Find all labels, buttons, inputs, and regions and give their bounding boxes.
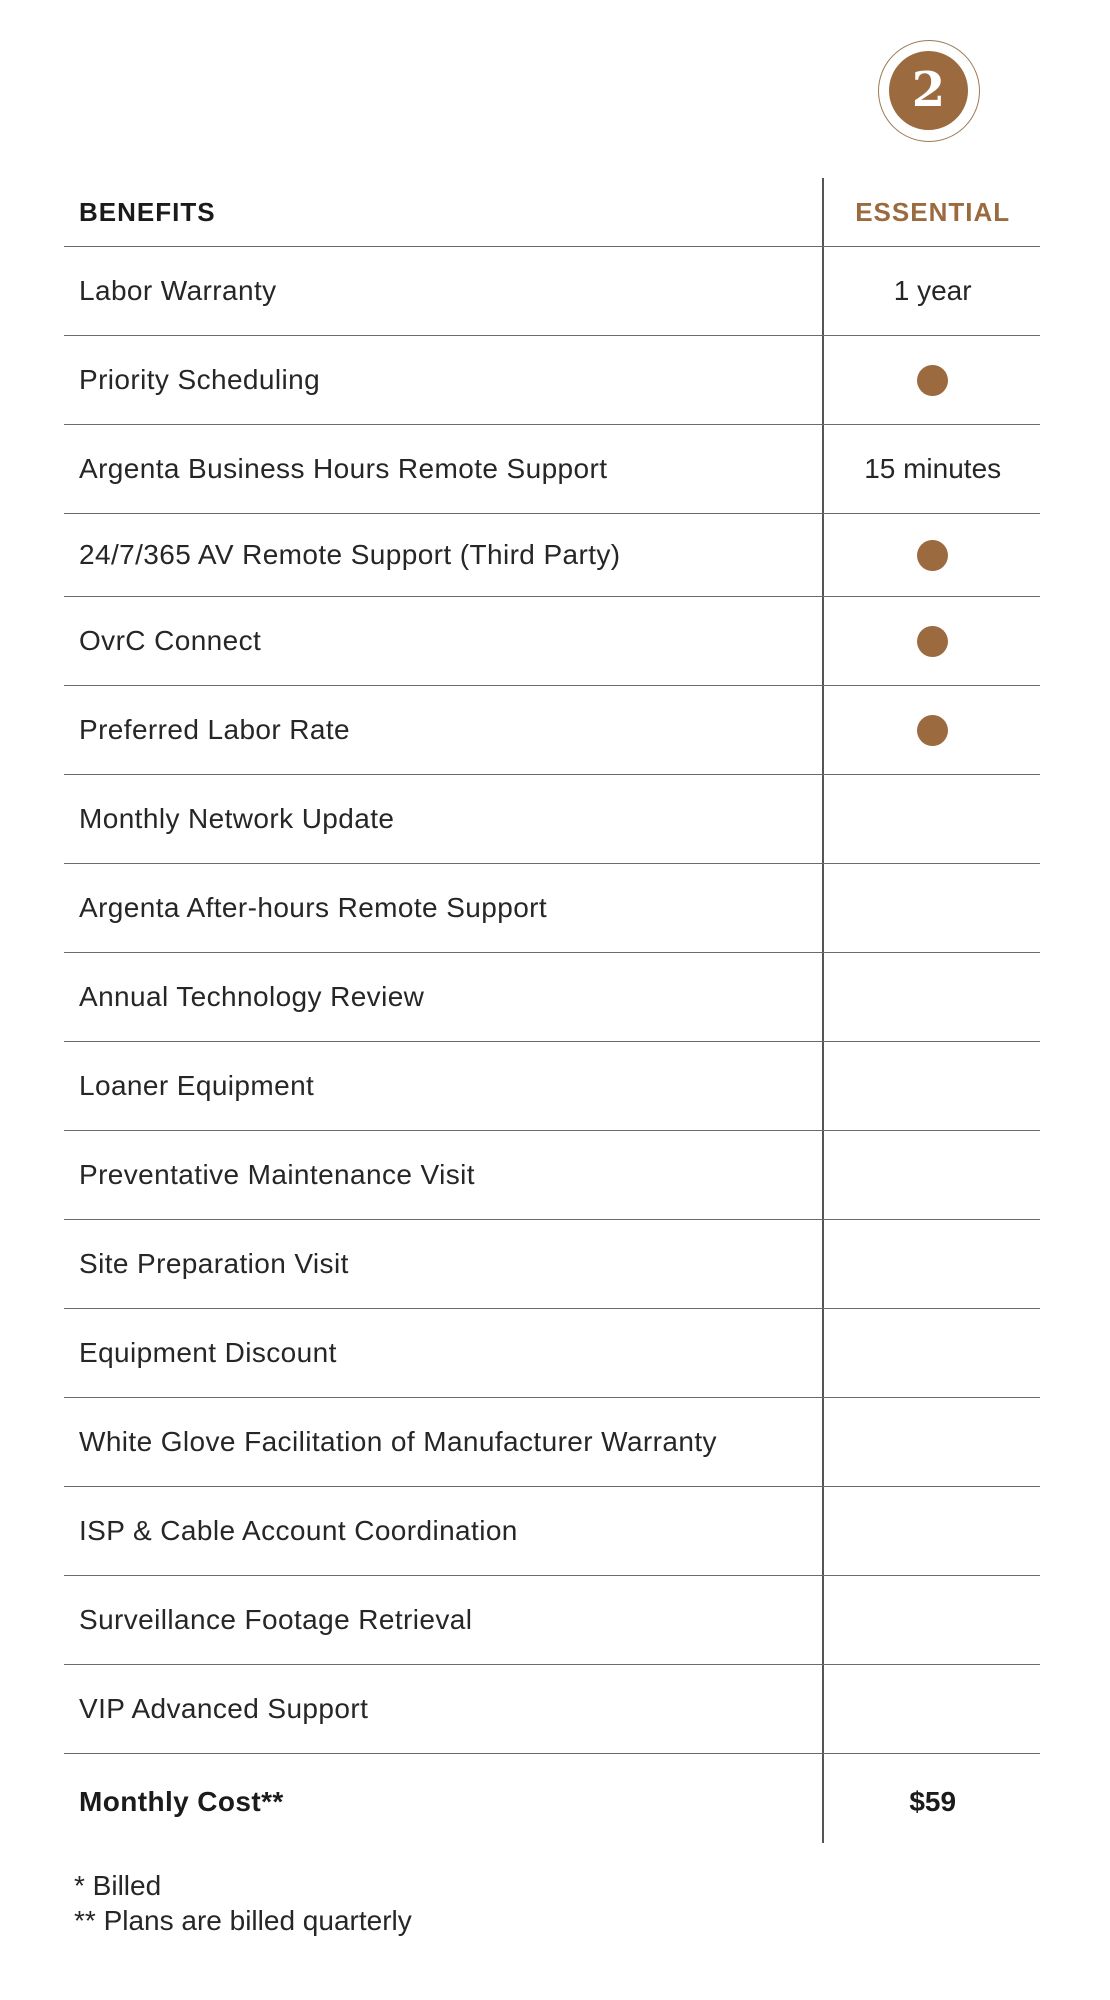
table-row: [64, 247, 1040, 336]
benefit-label: Monthly Network Update: [79, 803, 395, 834]
table-row: [64, 1042, 1040, 1131]
table-row: [64, 686, 1040, 775]
included-dot-icon: [917, 365, 948, 396]
benefit-label: ISP & Cable Account Coordination: [79, 1515, 518, 1546]
essential-column-header: ESSENTIAL: [855, 196, 1011, 227]
table-row: [64, 1576, 1040, 1665]
benefit-cell: [825, 626, 1040, 657]
benefit-value: 15 minutes: [864, 453, 1002, 484]
footnote-quarterly: ** Plans are billed quarterly: [74, 1905, 412, 1936]
table-row: [64, 864, 1040, 953]
included-dot-icon: [917, 715, 948, 746]
table-row: [64, 597, 1040, 686]
table-row: [64, 1131, 1040, 1220]
table-row: [64, 425, 1040, 514]
monthly-cost-label: Monthly Cost**: [79, 1786, 284, 1817]
monthly-cost-value: $59: [909, 1786, 957, 1817]
benefit-label: Argenta After-hours Remote Support: [79, 892, 548, 923]
footnote-billed: * Billed: [74, 1870, 162, 1901]
benefit-cell: [825, 715, 1040, 746]
benefit-label: VIP Advanced Support: [79, 1693, 369, 1724]
footnotes: [74, 1868, 412, 1938]
table-row: [64, 336, 1040, 425]
benefit-label: OvrC Connect: [79, 625, 262, 656]
benefit-label: Loaner Equipment: [79, 1070, 315, 1101]
monthly-cost-row: [64, 1754, 1040, 1850]
benefit-label: Preferred Labor Rate: [79, 714, 351, 745]
benefit-cell: [825, 365, 1040, 396]
included-dot-icon: [917, 626, 948, 657]
benefit-label: Site Preparation Visit: [79, 1248, 349, 1279]
table-row: [64, 775, 1040, 864]
benefit-label: Labor Warranty: [79, 275, 277, 306]
benefit-label: Surveillance Footage Retrieval: [79, 1604, 473, 1635]
included-dot-icon: [917, 540, 948, 571]
plan-number: 2: [889, 51, 968, 130]
plan-number-badge: [878, 40, 980, 142]
table-row: [64, 1398, 1040, 1487]
benefit-label: White Glove Facilitation of Manufacturer Warranty: [79, 1426, 717, 1457]
benefit-cell: [825, 540, 1040, 571]
table-row: [64, 1220, 1040, 1309]
table-row: [64, 1665, 1040, 1754]
benefit-label: Priority Scheduling: [79, 364, 321, 395]
benefit-label: Preventative Maintenance Visit: [79, 1159, 475, 1190]
benefits-table: [64, 178, 1040, 1850]
table-row: [64, 953, 1040, 1042]
table-row: [64, 1487, 1040, 1576]
benefit-label: Annual Technology Review: [79, 981, 425, 1012]
benefits-column-header: BENEFITS: [79, 196, 216, 227]
table-header-row: [64, 178, 1040, 247]
benefit-value: 1 year: [893, 275, 972, 306]
benefit-label: Equipment Discount: [79, 1337, 337, 1368]
benefit-label: Argenta Business Hours Remote Support: [79, 453, 608, 484]
table-row: [64, 1309, 1040, 1398]
benefit-label: 24/7/365 AV Remote Support (Third Party): [79, 539, 621, 570]
table-row: [64, 514, 1040, 597]
